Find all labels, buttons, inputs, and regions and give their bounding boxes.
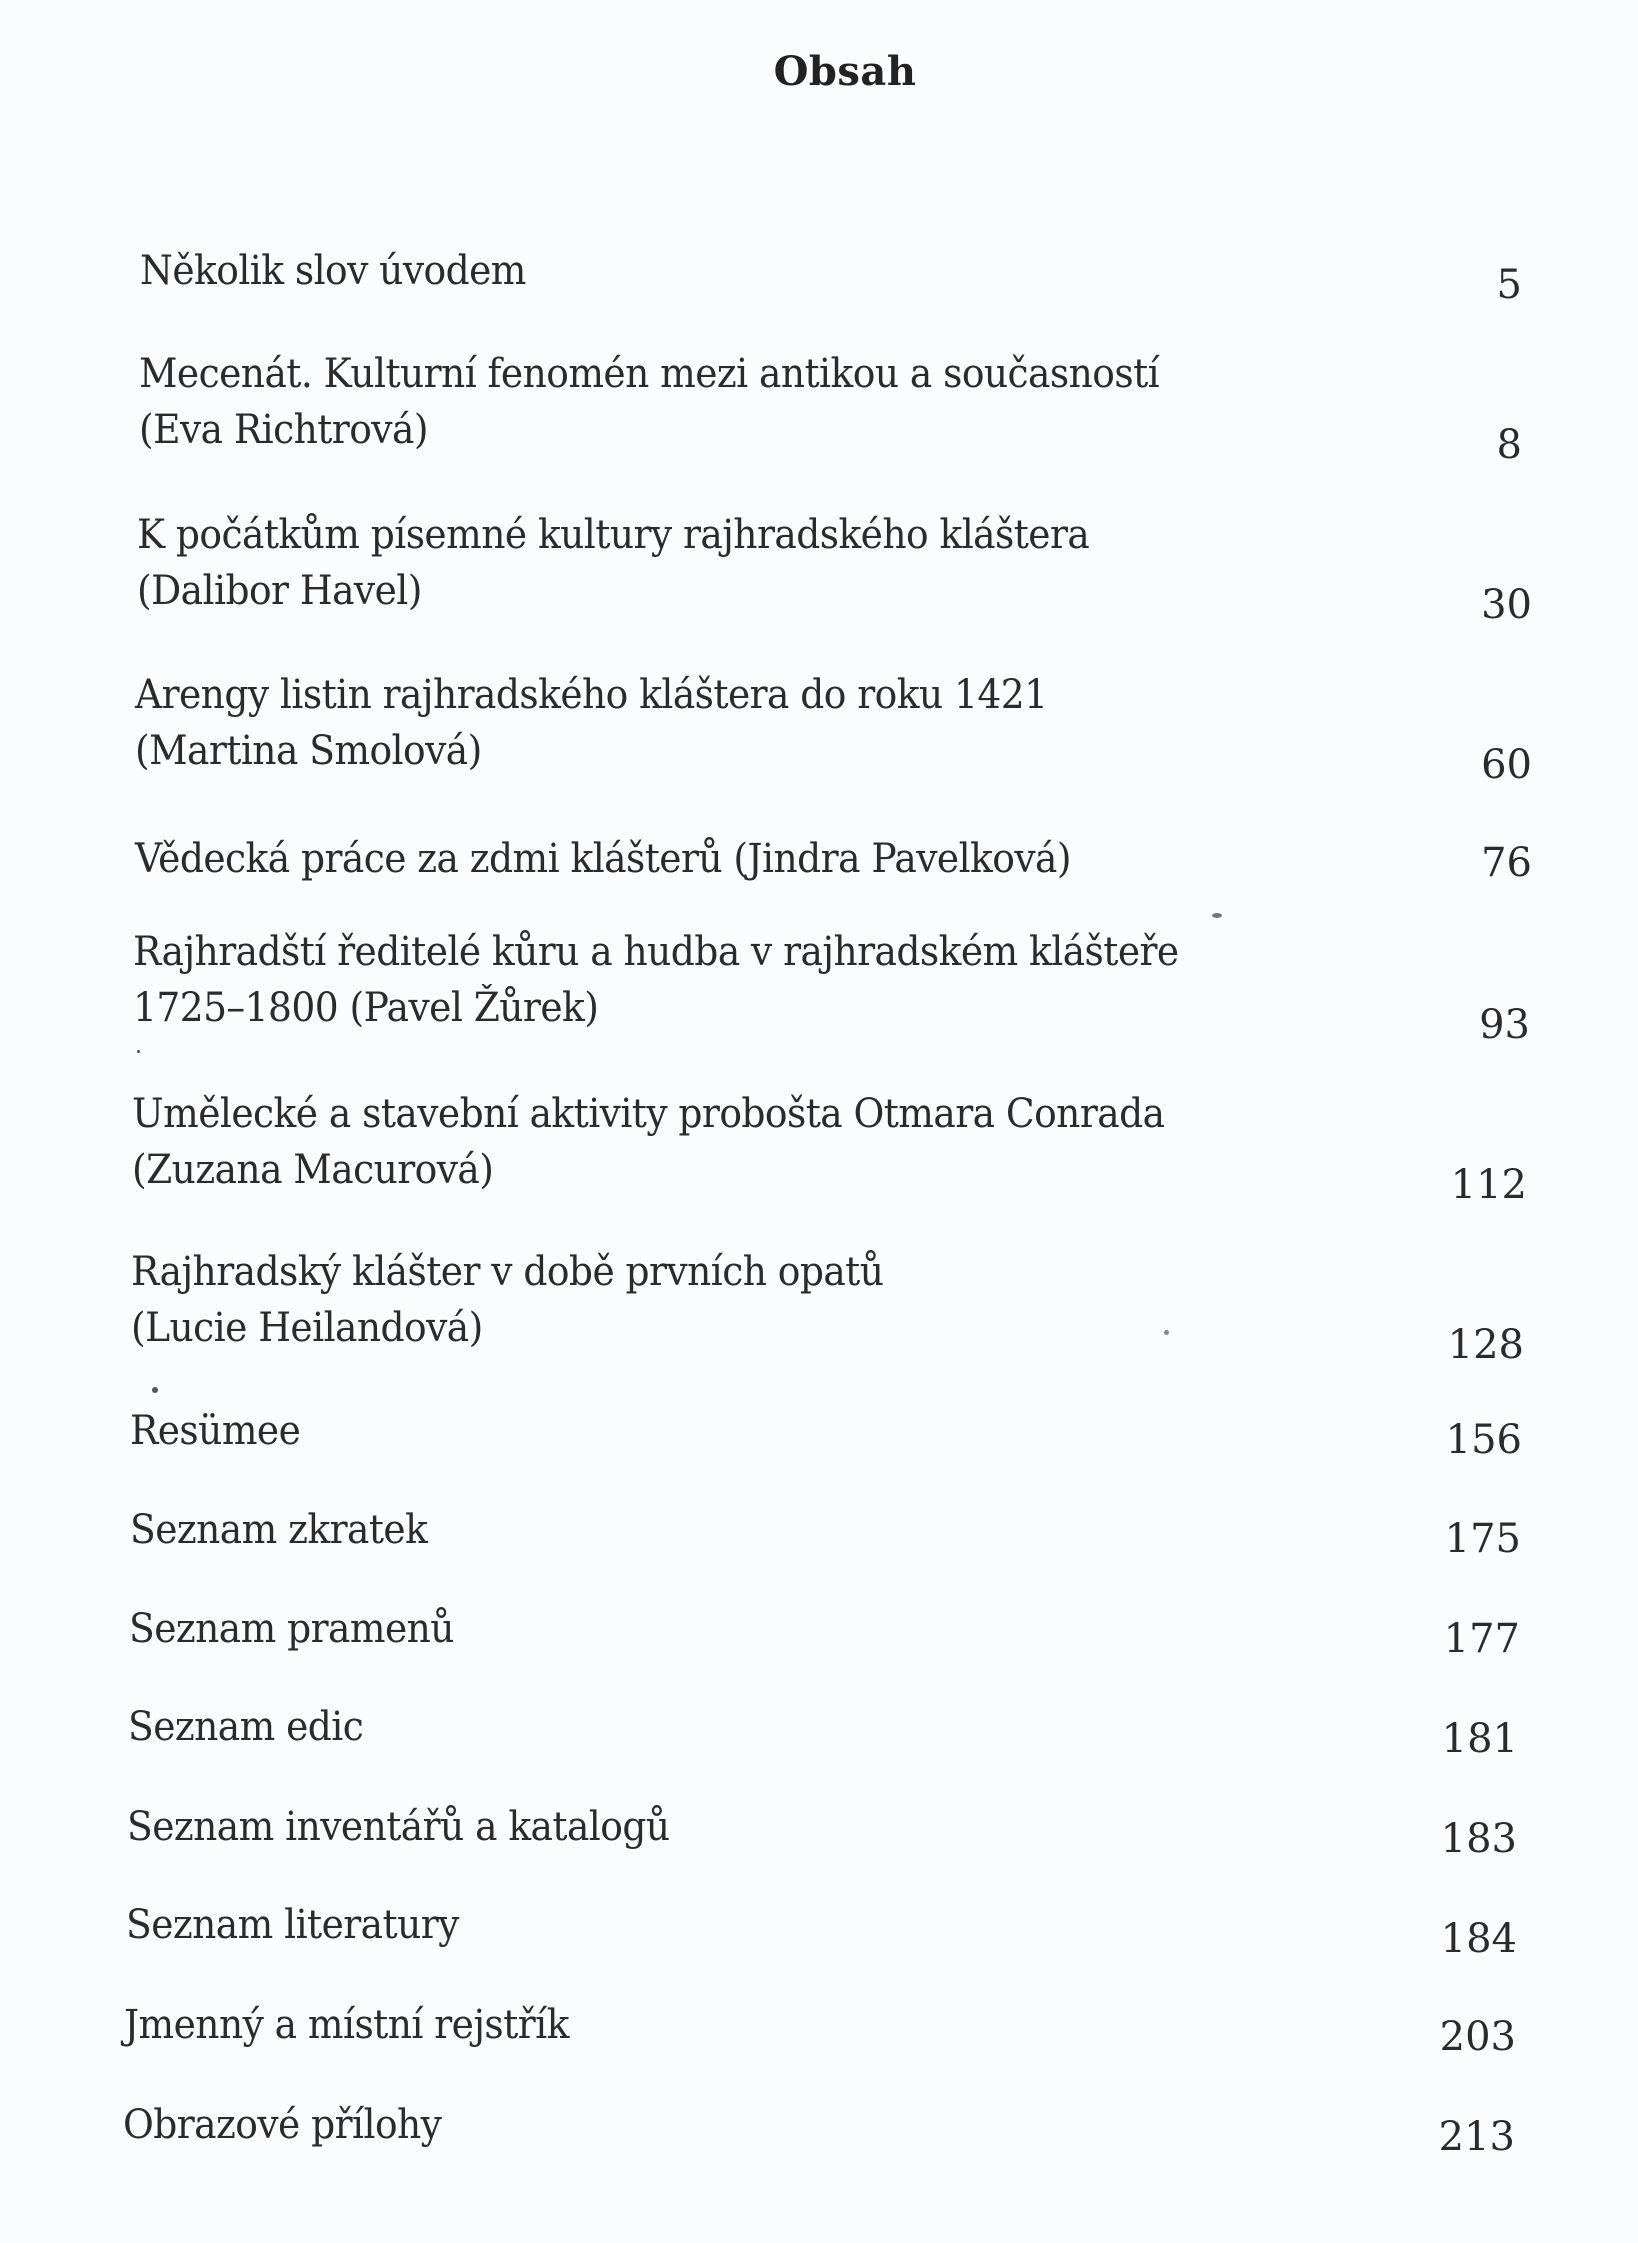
toc-entry-title: Seznam zkratek bbox=[130, 1507, 428, 1553]
toc-page-number: 30 bbox=[1481, 582, 1532, 628]
toc-page-number: 183 bbox=[1440, 1816, 1517, 1862]
toc-entry-title: Resümee bbox=[130, 1408, 301, 1454]
toc-page-number: 128 bbox=[1447, 1322, 1524, 1368]
toc-entry-title: Rajhradský klášter v době prvních opatů bbox=[131, 1249, 884, 1295]
toc-entry-title: Jmenný a místní rejstřík bbox=[124, 2002, 569, 2048]
toc-entry-title-continued: (Eva Richtrová) bbox=[139, 407, 428, 453]
toc-entry-title-continued: (Lucie Heilandová) bbox=[131, 1305, 483, 1351]
toc-page-number: 175 bbox=[1444, 1516, 1521, 1562]
toc-entry-title-continued: (Martina Smolová) bbox=[135, 728, 482, 774]
toc-page-number: 8 bbox=[1496, 422, 1522, 468]
page-title: Obsah bbox=[773, 48, 917, 95]
toc-entry-title: Umělecké a stavební aktivity probošta Otmara Conrada bbox=[132, 1091, 1165, 1137]
toc-page-number: 60 bbox=[1481, 742, 1532, 788]
toc-page-number: 213 bbox=[1438, 2114, 1515, 2160]
toc-entry-title: Rajhradští ředitelé kůru a hudba v rajhradském klášteře bbox=[133, 929, 1179, 975]
toc-entry-title: Vědecká práce za zdmi klášterů (Jindra Pavelková) bbox=[135, 836, 1071, 882]
toc-entry-title-continued: (Zuzana Macurová) bbox=[132, 1147, 494, 1193]
toc-entry-title: Obrazové přílohy bbox=[123, 2102, 442, 2148]
toc-page-number: 112 bbox=[1450, 1162, 1527, 1208]
toc-page-number: 76 bbox=[1481, 840, 1532, 886]
toc-page-number: 5 bbox=[1496, 262, 1522, 308]
scan-speck bbox=[1212, 913, 1222, 918]
toc-entry-title: Mecenát. Kulturní fenomén mezi antikou a současností bbox=[139, 351, 1160, 397]
toc-page-number: 93 bbox=[1479, 1002, 1530, 1048]
toc-entry-title: Arengy listin rajhradského kláštera do roku 1421 bbox=[135, 672, 1048, 718]
scan-speck bbox=[1164, 1330, 1169, 1335]
toc-page-number: 184 bbox=[1440, 1916, 1517, 1962]
toc-entry-title: Seznam edic bbox=[128, 1704, 364, 1750]
toc-entry-title: Seznam inventářů a katalogů bbox=[127, 1804, 670, 1850]
toc-entry-title: Seznam pramenů bbox=[129, 1606, 454, 1652]
scan-speck bbox=[137, 1050, 140, 1053]
toc-entry-title: Seznam literatury bbox=[126, 1902, 459, 1948]
toc-entry-title: Několik slov úvodem bbox=[140, 248, 526, 294]
toc-page-number: 156 bbox=[1445, 1417, 1522, 1463]
scan-speck bbox=[152, 1387, 158, 1393]
toc-entry-title-continued: 1725–1800 (Pavel Žůrek) bbox=[133, 985, 599, 1031]
toc-page-number: 177 bbox=[1443, 1616, 1520, 1662]
toc-page-number: 181 bbox=[1441, 1716, 1518, 1762]
toc-page-number: 203 bbox=[1439, 2014, 1516, 2060]
toc-entry-title: K počátkům písemné kultury rajhradského kláštera bbox=[137, 512, 1090, 558]
toc-entry-title-continued: (Dalibor Havel) bbox=[137, 568, 422, 614]
